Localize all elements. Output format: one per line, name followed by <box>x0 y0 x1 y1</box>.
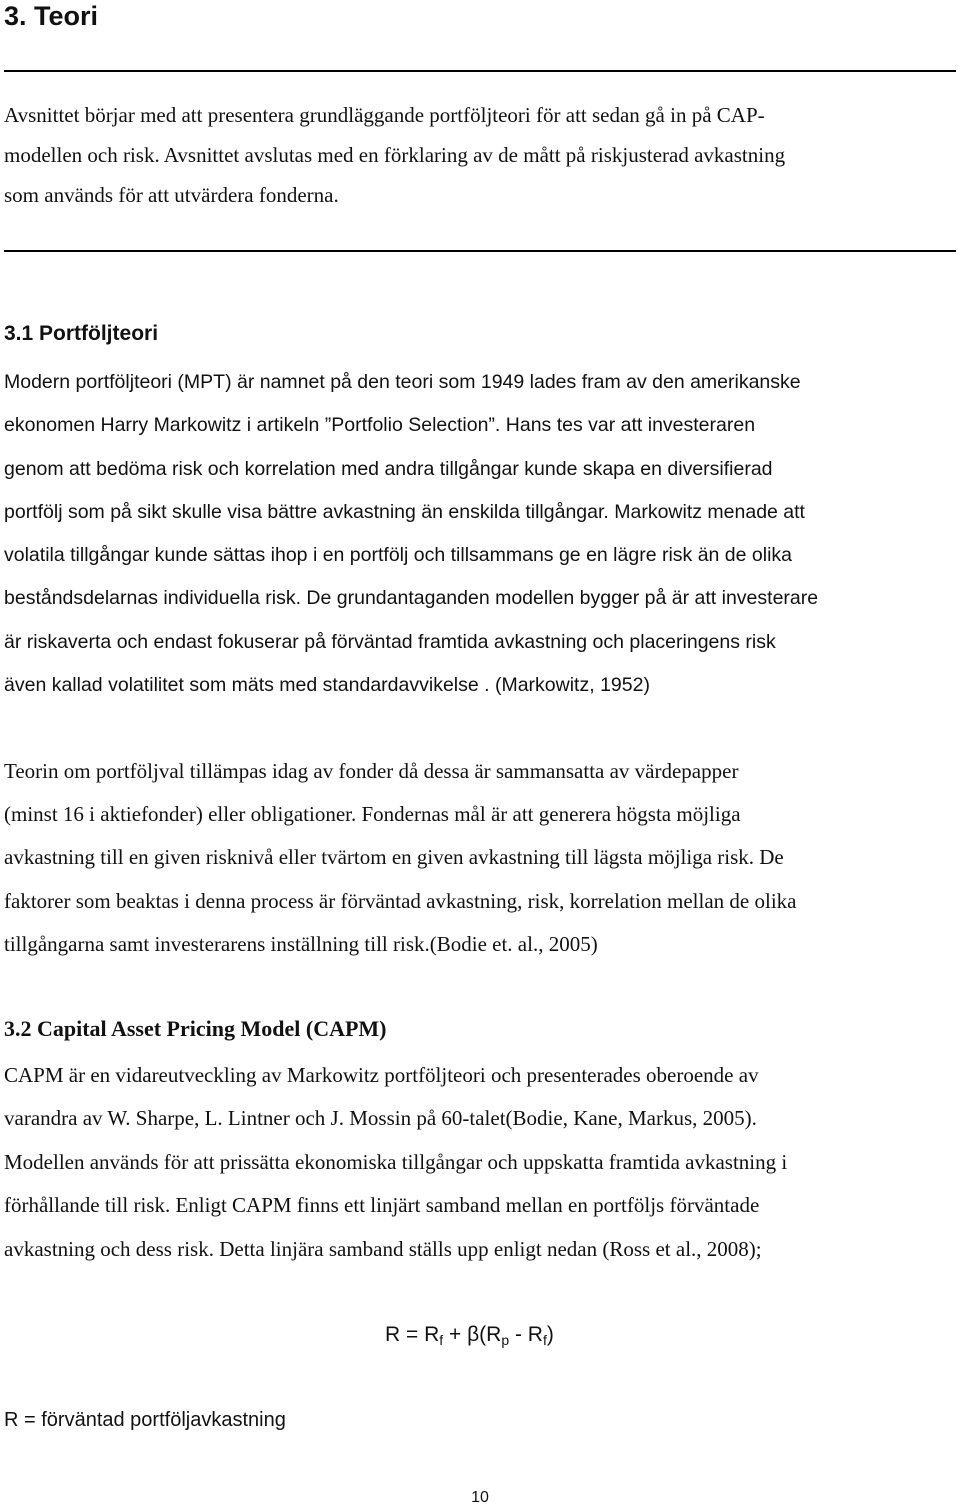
section-1-line: portfölj som på sikt skulle visa bättre avkastning än enskilda tillgångar. Markowitz menade att <box>4 500 805 523</box>
section-1b-line: avkastning till en given risknivå eller tvärtom en given avkastning till lägsta möjliga risk. De <box>4 845 784 870</box>
section-1-line: volatila tillgångar kunde sättas ihop i en portfölj och tillsammans ge en lägre risk än de olika <box>4 544 793 567</box>
formula-lhs: R = R <box>385 1323 440 1346</box>
section-2-line: CAPM är en vidareutveckling av Markowitz portföljteori och presenterades oberoende av <box>4 1063 759 1087</box>
section-1-line: beståndsdelarnas individuella risk. De grundantaganden modellen bygger på är att investerare <box>4 587 819 610</box>
section-2-line: Modellen används för att prissätta ekonomiska tillgångar och uppskatta framtida avkastning i <box>4 1149 788 1174</box>
top-rule <box>4 70 956 72</box>
section-2-line: förhållande till risk. Enligt CAPM finns ett linjärt samband mellan en portföljs förväntade <box>4 1193 760 1218</box>
section-rule <box>4 250 956 252</box>
page-number: 10 <box>471 1489 489 1506</box>
formula-subscript-f: f <box>542 1332 547 1348</box>
section-1-line: Modern portföljteori (MPT) är namnet på den teori som 1949 lades fram av den amerikanske <box>4 371 801 393</box>
section-1b-paragraph <box>4 750 956 966</box>
section-2-line: avkastning och dess risk. Detta linjära samband ställs upp enligt nedan (Ross et al., 2008); <box>4 1236 762 1261</box>
formula-minus-term: - R <box>509 1323 543 1346</box>
section-1-line: även kallad volatilitet som mäts med standardavvikelse . (Markowitz, 1952) <box>4 674 650 697</box>
intro-line: som används för att utvärdera fonderna. <box>4 183 339 207</box>
formula-close: ) <box>546 1323 554 1346</box>
section-1-paragraph <box>4 361 956 707</box>
section-title-capm: 3.2 Capital Asset Pricing Model (CAPM) <box>4 1016 387 1041</box>
variable-definition: R = förväntad portföljavkastning <box>4 1409 286 1431</box>
formula-subscript-f: f <box>439 1332 444 1348</box>
formula-beta-term: + β(R <box>443 1323 502 1346</box>
section-1b-line: tillgångarna samt investerarens inställning till risk.(Bodie et. al., 2005) <box>4 931 598 956</box>
intro-line: modellen och risk. Avsnittet avslutas med en förklaring av de mått på riskjusterad avkastning <box>4 143 786 167</box>
section-1-line: ekonomen Harry Markowitz i artikeln ”Portfolio Selection”. Hans tes var att investeraren <box>4 414 756 437</box>
intro-line: Avsnittet börjar med att presentera grundläggande portföljteori för att sedan gå in på CAP- <box>4 103 765 127</box>
formula-subscript-p: p <box>501 1332 510 1348</box>
section-title-portfoljteori: 3.1 Portföljteori <box>4 322 159 345</box>
section-2-line: varandra av W. Sharpe, L. Lintner och J. Mossin på 60-talet(Bodie, Kane, Markus, 2005). <box>4 1106 757 1131</box>
section-1b-line: Teorin om portföljval tillämpas idag av fonder då dessa är sammansatta av värdepapper <box>4 759 739 783</box>
intro-paragraph <box>4 95 956 215</box>
chapter-title: 3. Teori <box>4 1 99 31</box>
section-2-paragraph <box>4 1054 956 1271</box>
section-1-line: är riskaverta och endast fokuserar på förväntad framtida avkastning och placeringens risk <box>4 630 776 653</box>
capm-formula <box>385 1318 554 1357</box>
section-1-line: genom att bedöma risk och korrelation med andra tillgångar kunde skapa en diversifierad <box>4 457 773 480</box>
section-1b-line: (minst 16 i aktiefonder) eller obligationer. Fondernas mål är att generera högsta möjliga <box>4 802 741 827</box>
section-1b-line: faktorer som beaktas i denna process är förväntad avkastning, risk, korrelation mellan de olika <box>4 888 797 913</box>
